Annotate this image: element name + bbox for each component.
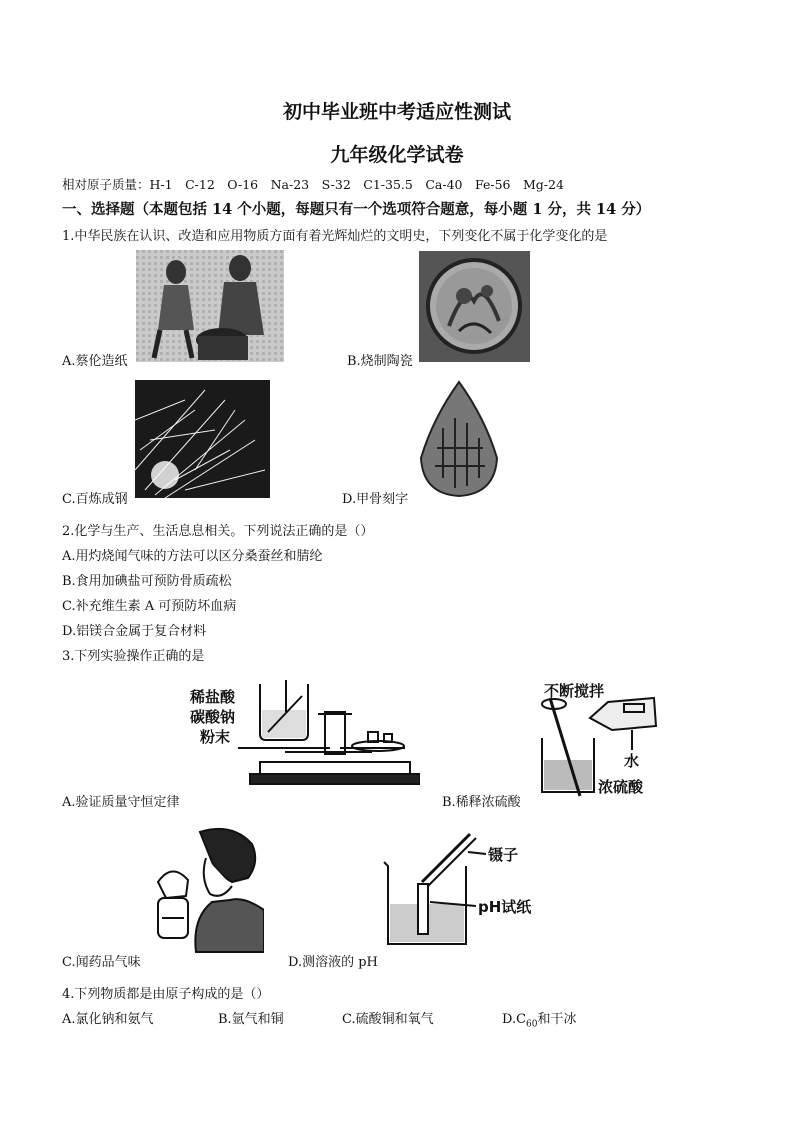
q4-option-d-prefix: D.C	[502, 1012, 527, 1027]
q3-option-b: B.稀释浓硫酸	[442, 795, 521, 810]
q3-option-d: D.测溶液的 pH	[288, 955, 378, 970]
question-2-stem: 2.化学与生产、生活息息相关。下列说法正确的是（）	[62, 524, 374, 539]
question-1-stem: 1.中华民族在认识、改造和应用物质方面有着光辉灿烂的文明史，下列变化不属于化学变化的是	[62, 229, 608, 244]
atomic-mass-line: 相对原子质量：H-1 C-12 O-16 Na-23 S-32 C1-35.5 Ca-40 Fe-56 Mg-24	[62, 177, 564, 192]
q1-option-b: B.烧制陶瓷	[347, 354, 413, 369]
q4-option-d-suffix: 和干冰	[537, 1012, 577, 1027]
q3-option-a: A.验证质量守恒定律	[62, 795, 180, 810]
paper-making-image	[136, 250, 284, 362]
q4-option-a: A.氯化钠和氨气	[62, 1012, 154, 1027]
q4-option-d-sub: 60	[526, 1019, 538, 1030]
q4-option-b: B.氩气和铜	[218, 1012, 284, 1027]
label-stir: 不断搅拌	[544, 682, 605, 700]
balance-figure	[190, 672, 420, 790]
label-conc-acid: 浓硫酸	[598, 778, 644, 796]
q2-option-c: C.补充维生素 A 可预防坏血病	[62, 599, 237, 614]
section-heading: 一、选择题（本题包括 14 个小题，每题只有一个选项符合题意，每小题 1 分，共 14 分）	[62, 201, 651, 218]
oracle-bone-image	[413, 378, 505, 500]
ceramics-image	[419, 251, 530, 362]
q2-option-a: A.用灼烧闻气味的方法可以区分桑蚕丝和腈纶	[62, 549, 323, 564]
steel-forging-image	[135, 380, 270, 498]
ph-test-figure	[380, 832, 550, 952]
q4-option-c: C.硫酸铜和氧气	[342, 1012, 434, 1027]
label-ph-paper: pH试纸	[478, 898, 532, 916]
dilution-figure	[528, 680, 668, 800]
q3-option-c: C.闻药品气味	[62, 955, 141, 970]
q1-option-a: A.蔡伦造纸	[62, 354, 128, 369]
q2-option-d: D.铝镁合金属于复合材料	[62, 624, 207, 639]
q1-option-d: D.甲骨刻字	[342, 492, 409, 507]
smell-figure	[152, 822, 264, 956]
question-3-stem: 3.下列实验操作正确的是	[62, 649, 205, 664]
q4-option-d	[502, 1008, 577, 1030]
label-hcl: 稀盐酸	[190, 688, 236, 706]
page-subtitle: 九年级化学试卷	[330, 144, 464, 166]
question-4-stem: 4.下列物质都是由原子构成的是（）	[62, 987, 270, 1002]
label-na2co3: 碳酸钠	[190, 708, 236, 726]
label-tweezers: 镊子	[488, 846, 519, 864]
q2-option-b: B.食用加碘盐可预防骨质疏松	[62, 574, 232, 589]
label-water: 水	[624, 752, 640, 770]
label-powder: 粉末	[200, 728, 231, 746]
page-title: 初中毕业班中考适应性测试	[282, 101, 511, 123]
q1-option-c: C.百炼成钢	[62, 492, 128, 507]
